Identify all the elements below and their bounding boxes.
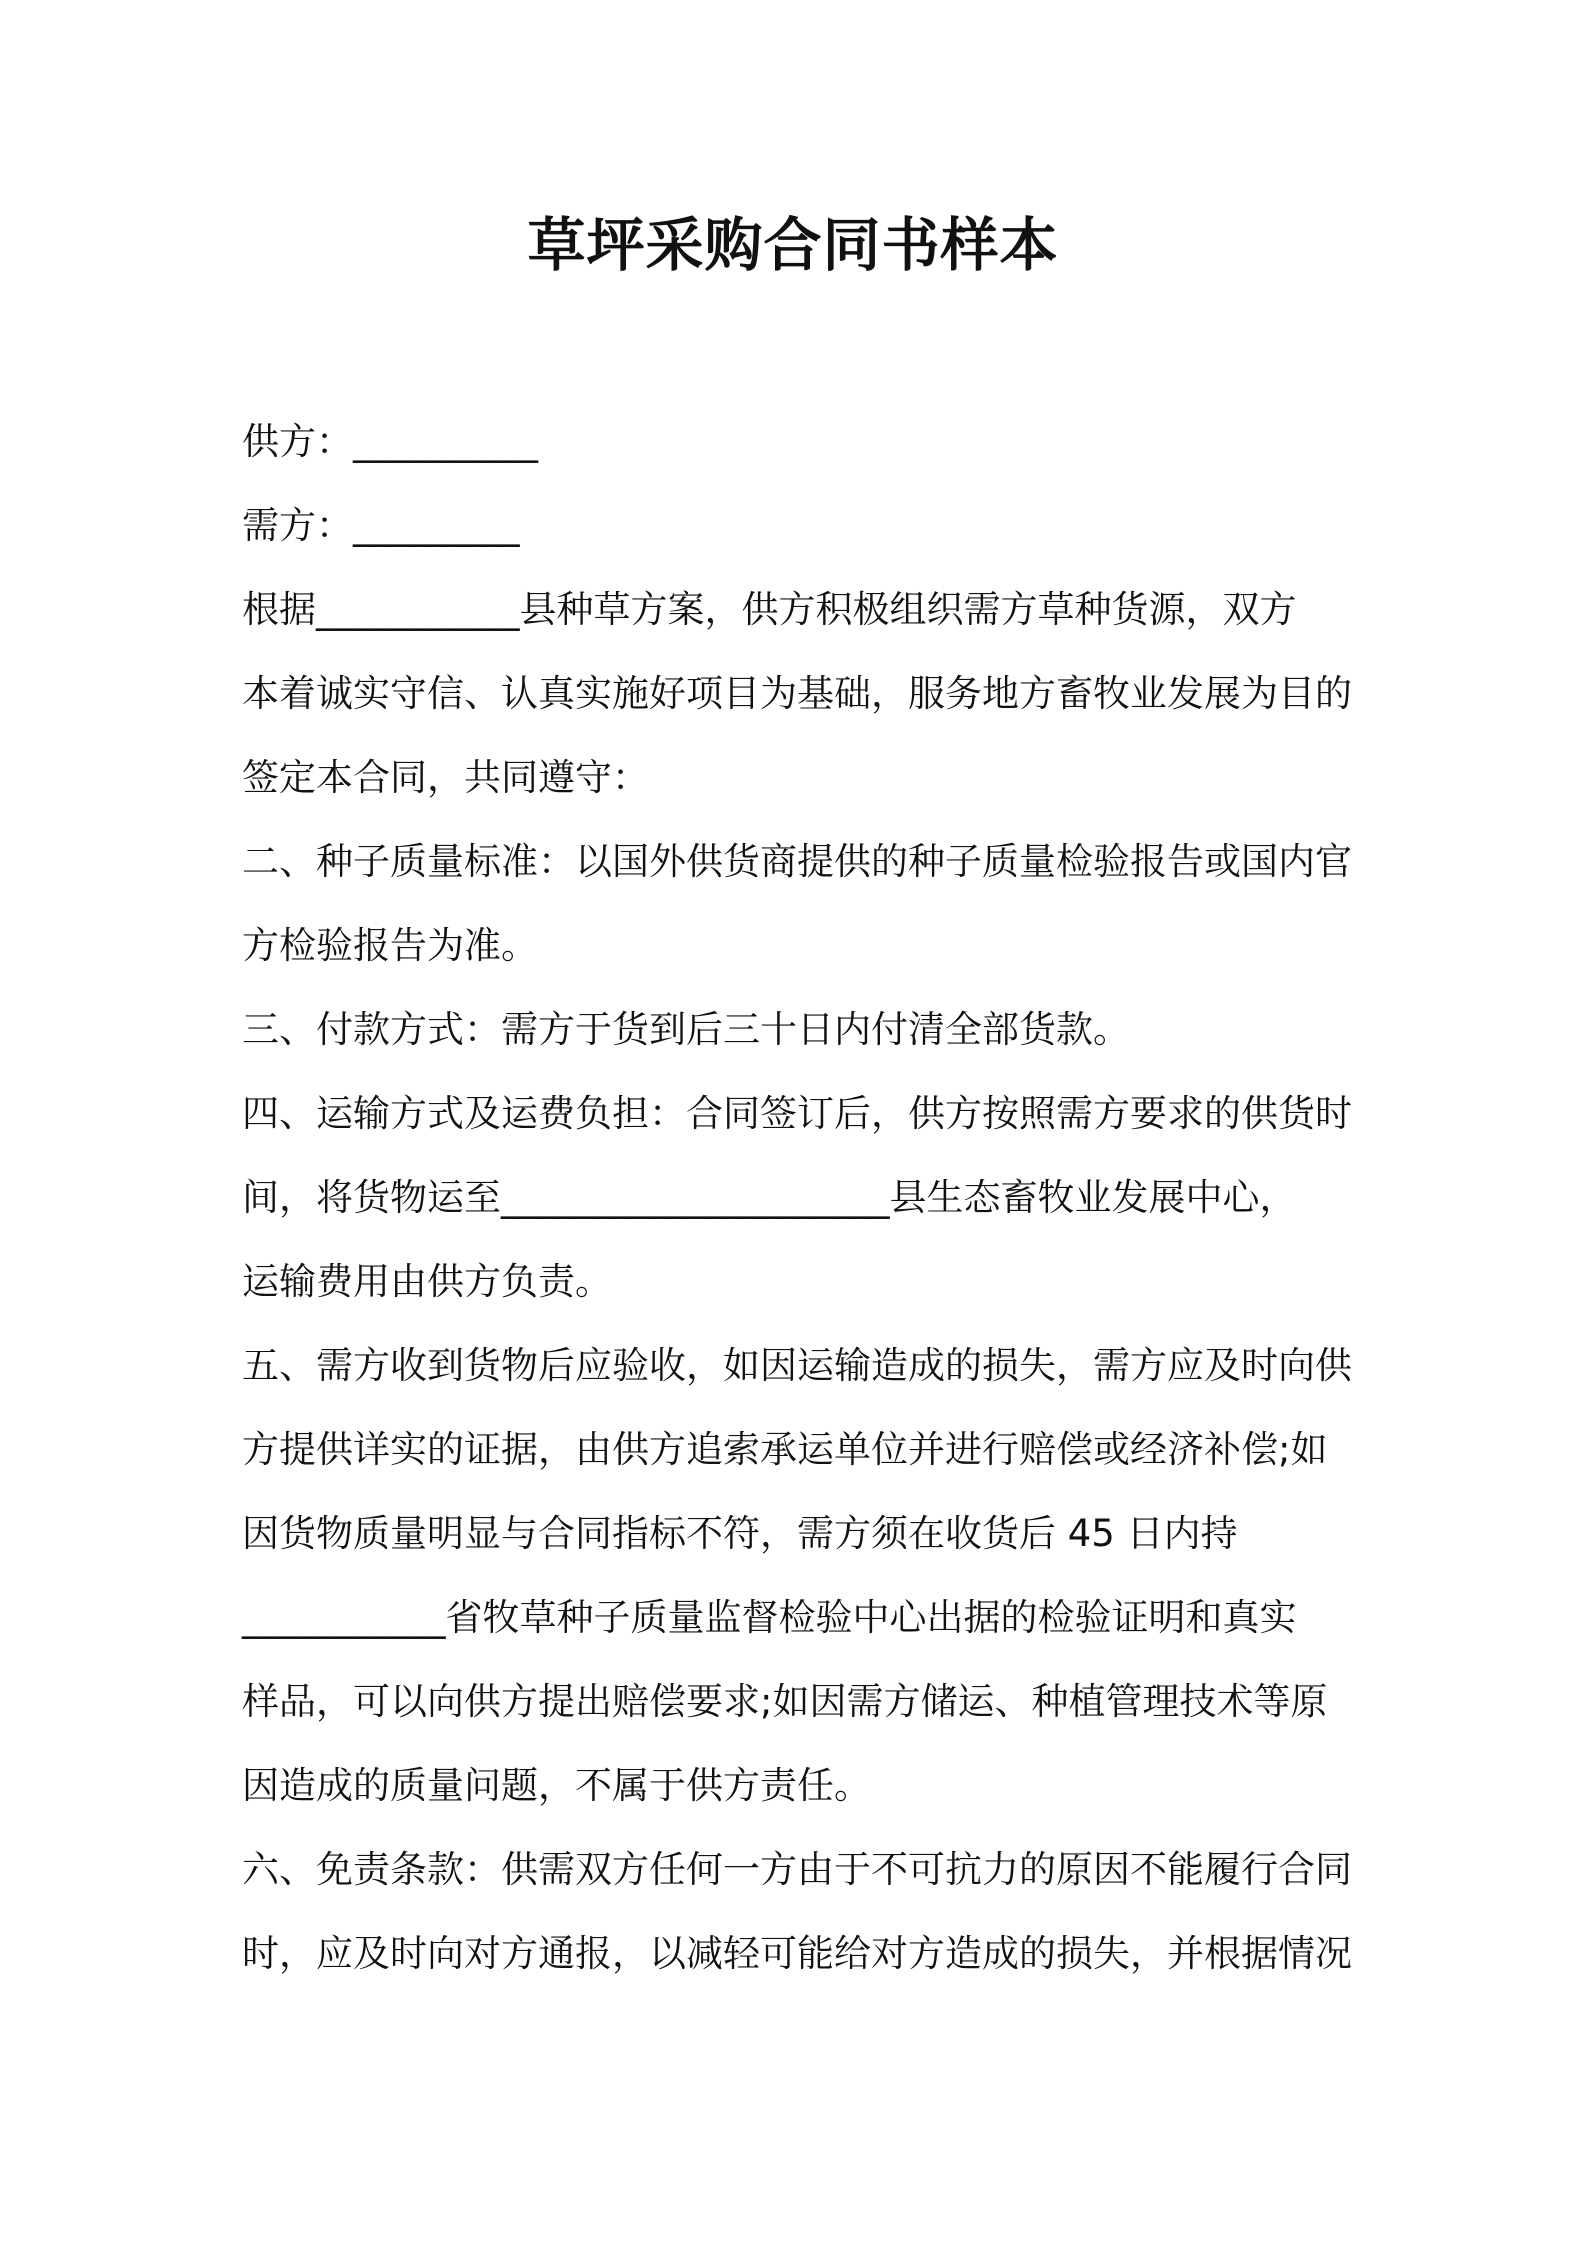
text-line: 二、种子质量标准：以国外供货商提供的种子质量检验报告或国内官: [242, 840, 1352, 883]
text-line: 五、需方收到货物后应验收，如因运输造成的损失，需方应及时向供: [242, 1344, 1352, 1387]
text-line: 方检验报告为准。: [242, 924, 538, 967]
text-line: 运输费用由供方负责。: [242, 1260, 612, 1303]
text-line: 需方：_________: [242, 504, 520, 547]
text-line: 根据___________县种草方案，供方积极组织需方草种货源，双方: [242, 588, 1297, 631]
text-line: 四、运输方式及运费负担：合同签订后，供方按照需方要求的供货时: [242, 1092, 1352, 1135]
text-line: 六、免责条款：供需双方任何一方由于不可抗力的原因不能履行合同: [242, 1848, 1352, 1891]
text-line: 因造成的质量问题，不属于供方责任。: [242, 1764, 871, 1807]
text-line: ___________省牧草种子质量监督检验中心出据的检验证明和真实: [242, 1596, 1297, 1639]
text-line: 方提供详实的证据，由供方追索承运单位并进行赔偿或经济补偿;如: [242, 1428, 1328, 1471]
text-line: 供方：__________: [242, 420, 538, 463]
text-line: 时，应及时向对方通报，以减轻可能给对方造成的损失，并根据情况: [242, 1932, 1352, 1975]
text-line: 三、付款方式：需方于货到后三十日内付清全部货款。: [242, 1008, 1130, 1051]
text-line: 签定本合同，共同遵守：: [242, 756, 649, 799]
text-line: 因货物质量明显与合同指标不符，需方须在收货后 45 日内持: [242, 1512, 1238, 1555]
text-line: 样品，可以向供方提出赔偿要求;如因需方储运、种植管理技术等原: [242, 1680, 1328, 1723]
text-line: 间，将货物运至_____________________县生态畜牧业发展中心，: [242, 1176, 1297, 1219]
document-body: [242, 400, 1362, 1996]
document-title: 草坪采购合同书样本: [527, 211, 1059, 279]
text-line: 本着诚实守信、认真实施好项目为基础，服务地方畜牧业发展为目的: [242, 672, 1352, 715]
